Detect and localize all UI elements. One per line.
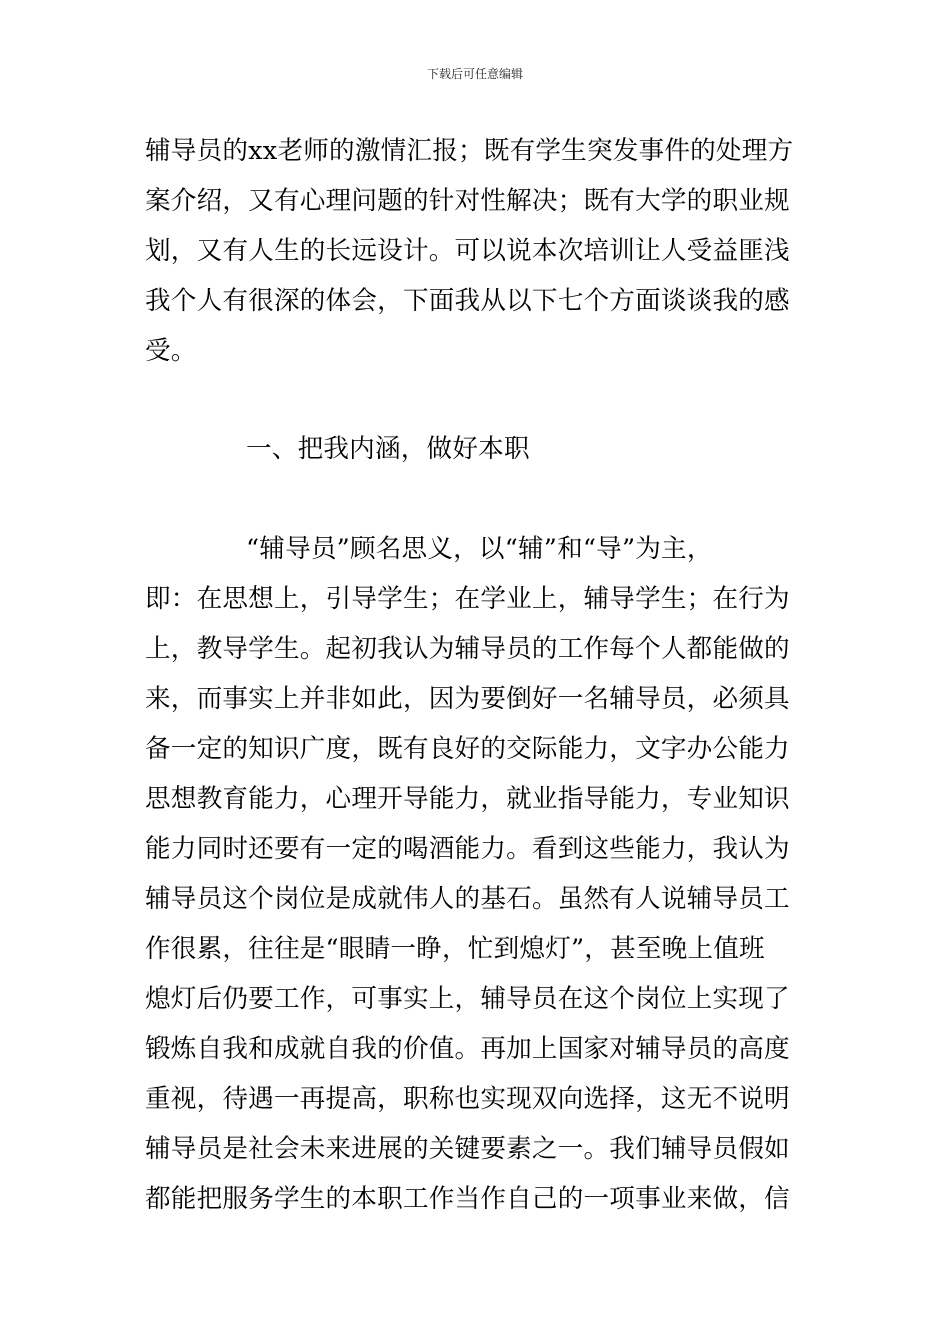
- section-heading: 一、把我内涵，做好本职: [246, 434, 530, 464]
- text-line: “辅导员”顾名思义，以“辅”和“导”为主，: [246, 534, 713, 564]
- text-line: 案介绍，又有心理问题的针对性解决；既有大学的职业规: [145, 186, 790, 216]
- text-line: 受。: [145, 336, 197, 366]
- text-line: 辅导员的xx老师的激情汇报；既有学生突发事件的处理方: [145, 136, 794, 166]
- text-line: 备一定的知识广度，既有良好的交际能力，文字办公能力: [145, 734, 790, 764]
- text-line: 我个人有很深的体会，下面我从以下七个方面谈谈我的感: [145, 286, 790, 316]
- text-line: 重视，待遇一再提高，职称也实现双向选择，这无不说明: [145, 1084, 790, 1114]
- text-line: 辅导员是社会未来进展的关键要素之一。我们辅导员假如: [145, 1134, 790, 1164]
- page-header: 下载后可任意编辑: [426, 67, 523, 81]
- text-line: 来，而事实上并非如此，因为要倒好一名辅导员，必须具: [145, 684, 790, 714]
- text-line: 辅导员这个岗位是成就伟人的基石。虽然有人说辅导员工: [145, 884, 790, 914]
- text-line: 思想教育能力，心理开导能力，就业指导能力，专业知识: [145, 784, 790, 814]
- text-line: 能力同时还要有一定的喝酒能力。看到这些能力，我认为: [145, 834, 790, 864]
- text-line: 划，又有人生的长远设计。可以说本次培训让人受益匪浅: [145, 236, 790, 266]
- text-line: 熄灯后仍要工作，可事实上，辅导员在这个岗位上实现了: [145, 984, 790, 1014]
- text-line: 都能把服务学生的本职工作当作自己的一项事业来做，信: [145, 1184, 790, 1214]
- text-line: 上，教导学生。起初我认为辅导员的工作每个人都能做的: [145, 634, 790, 664]
- text-line: 锻炼自我和成就自我的价值。再加上国家对辅导员的高度: [145, 1034, 790, 1064]
- text-line: 即：在思想上，引导学生；在学业上，辅导学生；在行为: [145, 584, 790, 614]
- text-line: 作很累，往往是“眼睛一睁，忙到熄灯”，甚至晚上值班: [145, 934, 765, 964]
